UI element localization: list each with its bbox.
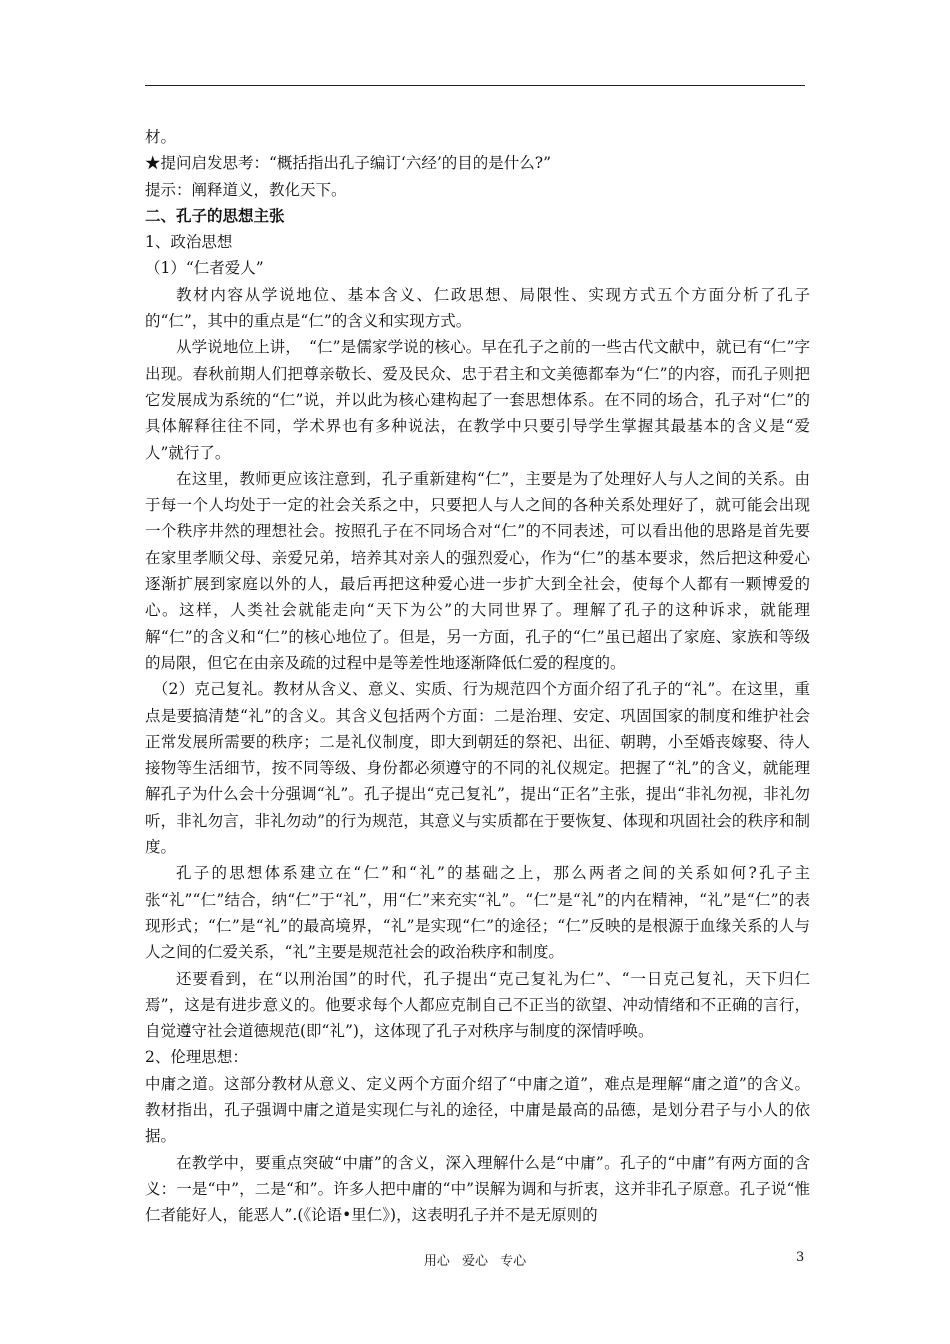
paragraph: 还要看到，在“以刑治国”的时代，孔子提出“克己复礼为仁”、“一日克己复礼，天下归仁焉”，这是有进步意义的。他要求每个人都应克制自己不正当的欲望、冲动情绪和不正确的言行，自觉遵守社会道德规范(即“礼”)，这体现了孔子对秩序与制度的深情呼唤。 [145,969,810,1041]
page-number: 3 [796,1250,805,1265]
paragraph: 在这里，教师更应该注意到，孔子重新建构“仁”，主要是为了处理好人与人之间的关系。由于每一个人均处于一定的社会关系之中，只要把人与人之间的各种关系处理好了，就可能会出现一个秩序井然的理想社会。按照孔子在不同场合对“仁”的不同表述，可以看出他的思路是首先要在家里孝顺父母、亲爱兄弟，培养其对亲人的强烈爱心，作为“仁”的基本要求，然后把这种爱心逐渐扩展到家庭以外的人，最后再把这种爱心进一步扩大到全社会，使每个人都有一颗博爱的心。这样，人类社会就能走向“天下为公”的大同世界了。理解了孔子的这种诉求，就能理解“仁”的含义和“仁”的核心地位了。但是，另一方面，孔子的“仁”虽已超出了家庭、家族和等级的局限，但它在由亲及疏的过程中是等差性地逐渐降低仁爱的程度的。 [145,469,810,672]
section-heading: 二、孔子的思想主张 [145,205,285,225]
document-body [145,124,810,1228]
subsection-heading: 2、伦理思想： [145,1048,248,1067]
subsection-heading: 1、政治思想 [145,233,233,252]
paragraph: 孔子的思想体系建立在“仁”和“礼”的基础之上，那么两者之间的关系如何?孔子主张“礼”“仁”结合，纳“仁”于“礼”，用“仁”来充实“礼”。“仁”是“礼”的内在精神，“礼”是“仁”的表现形式；“仁”是“礼”的最高境界，“礼”是实现“仁”的途径；“仁”反映的是根源于血缘关系的人与人之间的仁爱关系，“礼”主要是规范社会的政治秩序和制度。 [145,864,810,962]
paragraph: 中庸之道。这部分教材从意义、定义两个方面介绍了“中庸之道”，难点是理解“庸之道”的含义。教材指出，孔子强调中庸之道是实现仁与礼的途径，中庸是最高的品德，是划分君子与小人的依据。 [145,1074,810,1146]
question-prompt: ★提问启发思考：“概括指出孔子编订‘六经’的目的是什么?” [145,154,552,173]
paragraph: 材。 [145,128,177,146]
footer-motto: 用心 爱心 专心 [423,1254,527,1269]
hint-line: 提示：阐释道义，教化天下。 [145,180,347,199]
paragraph: 在教学中，要重点突破“中庸”的含义，深入理解什么是“中庸”。孔子的“中庸”有两方面的含义：一是“中”，二是“和”。许多人把中庸的“中”误解为调和与折衷，这并非孔子原意。孔子说“惟仁者能好人，能恶人”.(《论语•里仁》)，这表明孔子并不是无原则的 [145,1153,810,1225]
paragraph: 教材内容从学说地位、基本含义、仁政思想、局限性、实现方式五个方面分析了孔子的“仁”，其中的重点是“仁”的含义和实现方式。 [145,285,810,331]
paragraph: 从学说地位上讲， “仁”是儒家学说的核心。早在孔子之前的一些古代文献中，就已有“仁”字出现。春秋前期人们把尊亲敬长、爱及民众、忠于君主和文美德都奉为“仁”的内容，而孔子则把它发展成为系统的“仁”说，并以此为核心建构起了一套思想体系。在不同的场合，孔子对“仁”的具体解释往往不同，学术界也有多种说法，在教学中只要引导学生掌握其最基本的含义是“爱人”就行了。 [145,338,810,462]
sub-subsection-heading: （1）“仁者爱人” [145,259,264,278]
paragraph: （2）克己复礼。教材从含义、意义、实质、行为规范四个方面介绍了孔子的“礼”。在这里，重点是要搞清楚“礼”的含义。其含义包括两个方面：二是治理、安定、巩固国家的制度和维护社会正常发展所需要的秩序；二是礼仪制度，即大到朝廷的祭祀、出征、朝聘，小至婚丧嫁娶、待人接物等生活细节，按不同等级、身份都必须遵守的不同的礼仪规定。把握了“礼”的含义，就能理解孔子为什么会十分强调“礼”。孔子提出“克己复礼”，提出“正名”主张，提出“非礼勿视，非礼勿听，非礼勿言，非礼勿动”的行为规范，其意义与实质都在于要恢复、体现和巩固社会的秩序和制度。 [145,680,810,857]
header-rule [145,85,805,86]
